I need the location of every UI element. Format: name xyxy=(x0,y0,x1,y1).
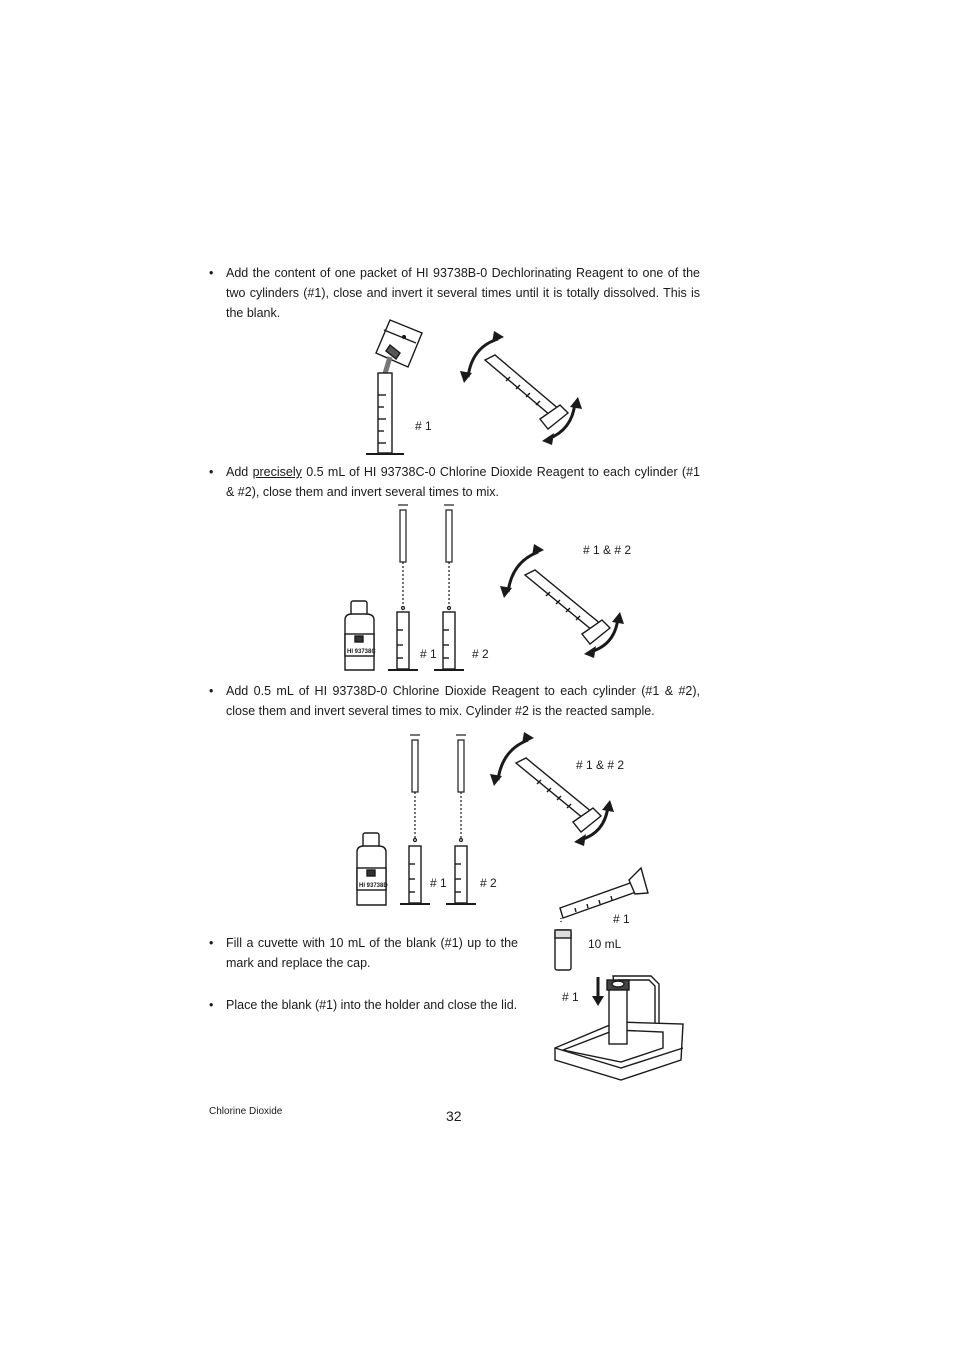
step-4 xyxy=(209,933,519,975)
syringe-1 xyxy=(410,735,420,842)
step-5-text: Place the blank (#1) into the holder and close the lid. xyxy=(226,998,518,1012)
step-3-text: Add 0.5 mL of HI 93738D-0 Chlorine Dioxide Reagent to each cylinder (#1 & #2), close them and invert several times to mix. Cylinder #2 is the reacted sample. xyxy=(226,684,700,718)
step-3 xyxy=(209,681,700,723)
cylinder-2-label: # 2 xyxy=(472,647,489,661)
cylinder-1-label: # 1 xyxy=(420,647,437,661)
page-number: 32 xyxy=(446,1108,462,1124)
syringe-2 xyxy=(444,505,454,610)
cylinder-1 xyxy=(400,846,430,904)
step-2-suffix: 0.5 mL of HI 93738C-0 Chlorine Dioxide Reagent to each cylinder (#1 & #2), close them and invert several times to mix. xyxy=(226,465,700,499)
inverted-cylinder xyxy=(485,355,568,429)
cuvette xyxy=(555,930,571,970)
step-5 xyxy=(209,995,519,1017)
bottle-label: HI 93738D xyxy=(359,883,388,889)
reagent-packet xyxy=(376,320,422,377)
cylinder-2-label: # 2 xyxy=(480,876,497,890)
reagent-bottle xyxy=(345,601,374,670)
bullet-marker: • xyxy=(209,998,214,1012)
bullet-marker: • xyxy=(209,266,214,280)
footer-section-title: Chlorine Dioxide xyxy=(209,1106,283,1117)
step-2 xyxy=(209,462,700,504)
step-4-text: Fill a cuvette with 10 mL of the blank (#1) up to the mark and replace the cap. xyxy=(226,936,518,970)
holder-cuvette-label: # 1 xyxy=(562,990,579,1004)
bullet-marker: • xyxy=(209,684,214,698)
cylinder-1-label: # 1 xyxy=(430,876,447,890)
figure-fill-cuvette-and-insert xyxy=(545,860,690,1085)
bullet-marker: • xyxy=(209,936,214,950)
cylinder-1 xyxy=(366,373,404,454)
volume-label: 10 mL xyxy=(588,937,622,951)
cylinder-1-label: # 1 xyxy=(415,419,432,433)
both-cylinders-label: # 1 & # 2 xyxy=(576,758,625,772)
pouring-cylinder xyxy=(560,868,648,924)
step-2-prefix: Add xyxy=(226,465,253,479)
both-cylinders-label: # 1 & # 2 xyxy=(583,543,632,557)
cylinder-1 xyxy=(388,612,418,670)
syringe-1 xyxy=(398,505,408,610)
step-2-text xyxy=(226,462,700,502)
down-arrow-icon xyxy=(592,977,604,1006)
cylinder-1-label: # 1 xyxy=(613,912,630,926)
reagent-bottle xyxy=(357,833,386,905)
step-1-text: Add the content of one packet of HI 93738B-0 Dechlorinating Reagent to one of the two cylinders (#1), close and invert it several times until it is totally dissolved. This is the blank. xyxy=(226,266,700,320)
cylinder-2 xyxy=(434,612,464,670)
cylinder-2 xyxy=(446,846,476,904)
figure-add-dechlorinating-reagent xyxy=(360,315,600,460)
figure-add-reagent-c xyxy=(340,500,640,675)
inverted-cylinder xyxy=(525,570,610,644)
bullet-marker: • xyxy=(209,465,214,479)
syringe-2 xyxy=(456,735,466,842)
bottle-label: HI 93738C xyxy=(347,649,376,655)
step-1 xyxy=(209,263,700,320)
step-2-emphasis: precisely xyxy=(252,465,302,479)
